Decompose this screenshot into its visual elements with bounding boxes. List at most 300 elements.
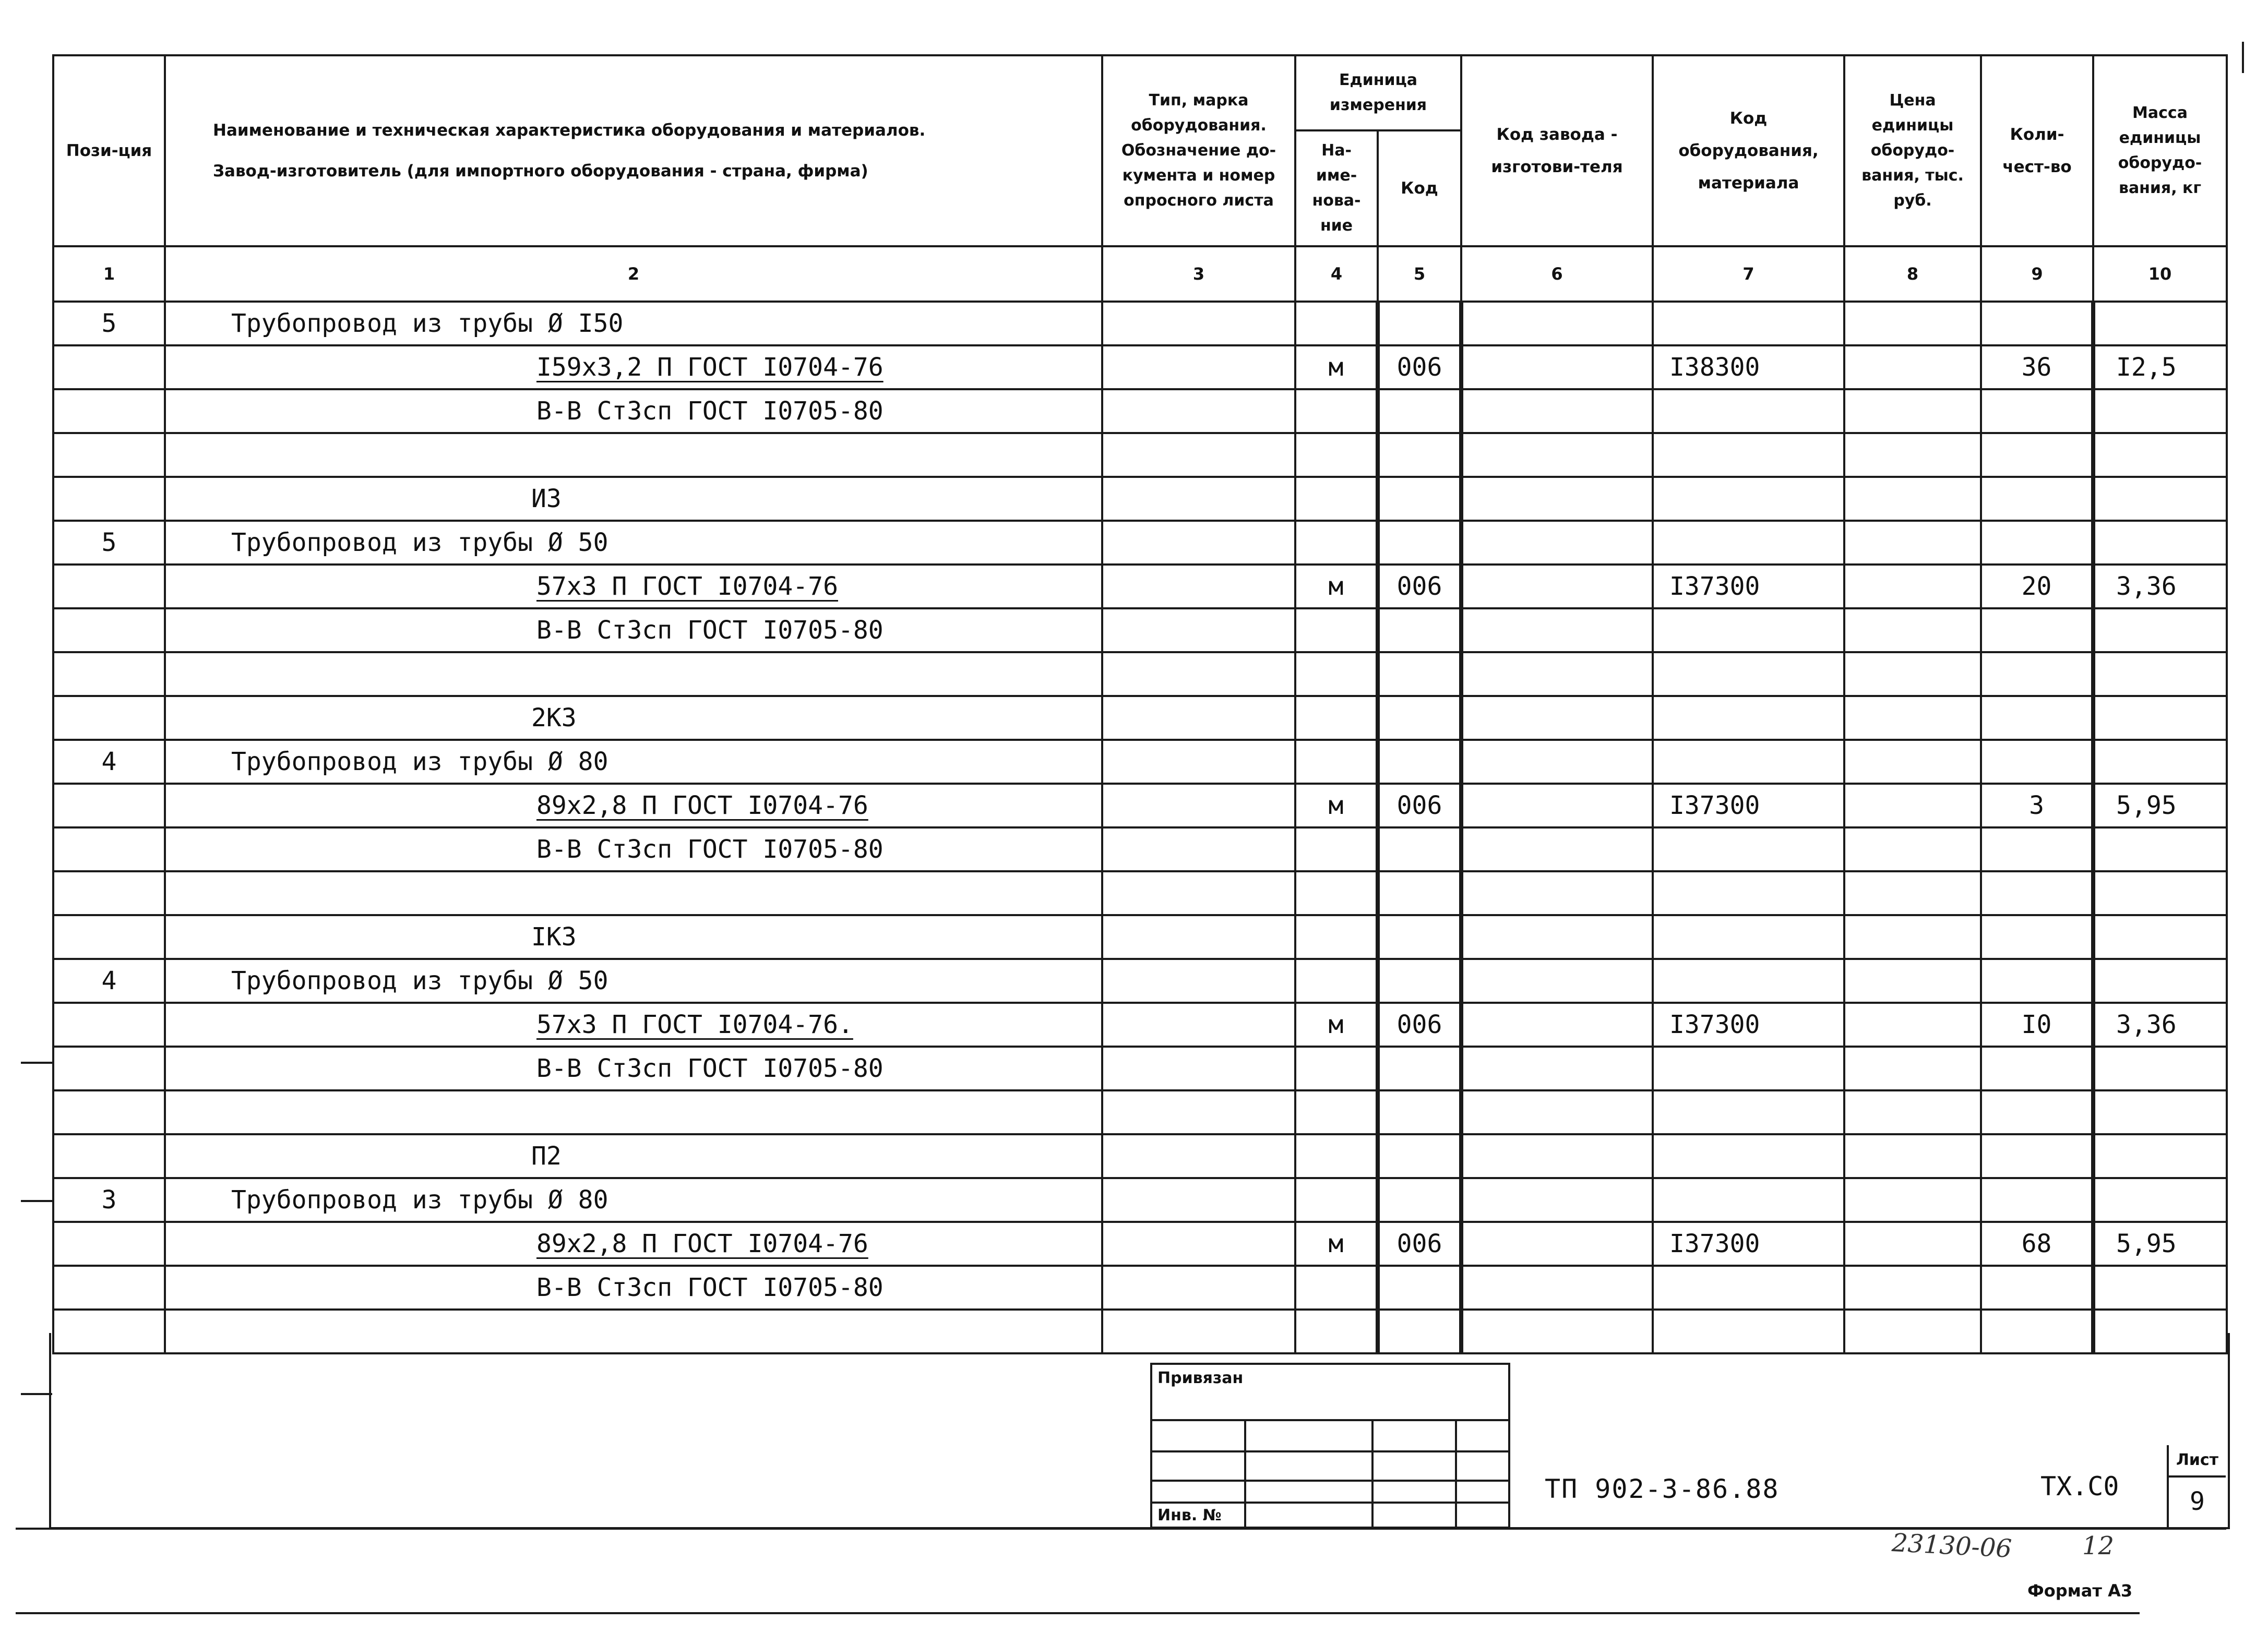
quantity-cell [1981,1090,2093,1134]
column-number: 6 [1461,246,1653,302]
column-number: 9 [1981,246,2093,302]
quantity-cell [1981,827,2093,871]
column-number: 5 [1378,246,1461,302]
unit-code-cell: 006 [1378,1003,1461,1047]
quantity-cell [1981,696,2093,740]
material-code-cell [1653,1266,1844,1310]
price-cell [1844,1222,1981,1266]
unit-code-cell: 006 [1378,345,1461,389]
position-cell [53,345,165,389]
mass-cell [2093,302,2227,345]
table-row [53,959,2227,1003]
name-cell: Трубопровод из трубы Ø 50 [165,521,1102,565]
header-unit-name: На-име-нова-ние [1295,130,1378,246]
quantity-cell: 68 [1981,1222,2093,1266]
header-quantity: Коли-чест-во [1981,55,2093,246]
quantity-cell [1981,433,2093,477]
factory-code-cell [1461,1178,1653,1222]
table-row [53,1090,2227,1134]
table-row [53,1003,2227,1047]
unit-cell [1295,827,1378,871]
unit-cell [1295,521,1378,565]
factory-code-cell [1461,521,1653,565]
unit-cell [1295,477,1378,521]
mass-cell [2093,1090,2227,1134]
unit-code-cell [1378,871,1461,915]
factory-code-cell [1461,1134,1653,1178]
price-cell [1844,915,1981,959]
unit-code-cell [1378,608,1461,652]
factory-code-cell [1461,784,1653,827]
mass-cell [2093,740,2227,784]
factory-code-cell [1461,433,1653,477]
inventory-page: 12 [2082,1531,2115,1560]
unit-code-cell [1378,521,1461,565]
margin-tick [21,1393,52,1395]
type-cell [1102,521,1295,565]
unit-cell: м [1295,1222,1378,1266]
material-code-cell [1653,827,1844,871]
position-cell: 4 [53,959,165,1003]
type-cell [1102,784,1295,827]
unit-code-cell [1378,740,1461,784]
sheet-number-box [2167,1445,2226,1529]
unit-code-cell [1378,1178,1461,1222]
quantity-cell [1981,915,2093,959]
column-number: 7 [1653,246,1844,302]
quantity-cell [1981,389,2093,433]
mass-cell [2093,1134,2227,1178]
position-cell [53,1266,165,1310]
specification-table [52,54,2228,1354]
type-cell [1102,433,1295,477]
price-cell [1844,959,1981,1003]
mass-cell [2093,477,2227,521]
pipe-size-label: 57x3 П ГОСТ I0704-76. [536,1010,853,1039]
quantity-cell [1981,302,2093,345]
attached-stamp [1150,1363,1510,1529]
edge-mark [2242,42,2244,73]
quantity-cell [1981,1047,2093,1090]
table-row [53,345,2227,389]
column-number: 1 [53,246,165,302]
price-cell [1844,740,1981,784]
stamp-divider [1371,1421,1374,1527]
position-cell [53,565,165,608]
factory-code-cell [1461,696,1653,740]
mass-cell: 3,36 [2093,565,2227,608]
unit-code-cell [1378,959,1461,1003]
type-cell [1102,389,1295,433]
factory-code-cell [1461,959,1653,1003]
type-cell [1102,827,1295,871]
name-cell: Трубопровод из трубы Ø 80 [165,740,1102,784]
factory-code-cell [1461,565,1653,608]
position-cell: 5 [53,302,165,345]
position-cell: 5 [53,521,165,565]
document-code: ТП 902-3-86.88 [1545,1474,1780,1504]
column-number: 2 [165,246,1102,302]
factory-code-cell [1461,302,1653,345]
table-row [53,433,2227,477]
position-cell [53,696,165,740]
inventory-number: 23130-06 [1891,1528,2013,1564]
mass-cell: 5,95 [2093,784,2227,827]
table-row [53,827,2227,871]
type-cell [1102,959,1295,1003]
material-code-cell [1653,389,1844,433]
price-cell [1844,827,1981,871]
unit-code-cell [1378,827,1461,871]
price-cell [1844,1003,1981,1047]
position-cell [53,784,165,827]
position-cell [53,433,165,477]
table-row [53,652,2227,696]
factory-code-cell [1461,1003,1653,1047]
header-type: Тип, марка оборудования. Обозначение до-кумента и номер опросного листа [1102,55,1295,246]
mass-cell [2093,521,2227,565]
price-cell [1844,302,1981,345]
mass-cell [2093,608,2227,652]
position-cell: 4 [53,740,165,784]
material-code-cell [1653,1047,1844,1090]
unit-cell [1295,959,1378,1003]
table-row [53,1222,2227,1266]
unit-code-cell [1378,1134,1461,1178]
table-row [53,1178,2227,1222]
quantity-cell [1981,740,2093,784]
unit-cell [1295,1134,1378,1178]
stamp-divider [1244,1421,1246,1527]
header-name [165,55,1102,246]
unit-code-cell [1378,696,1461,740]
factory-code-cell [1461,477,1653,521]
price-cell [1844,345,1981,389]
material-code-cell [1653,740,1844,784]
table-row [53,389,2227,433]
position-cell [53,477,165,521]
mass-cell [2093,915,2227,959]
table-row [53,565,2227,608]
unit-code-cell: 006 [1378,565,1461,608]
position-cell [53,608,165,652]
name-cell: Трубопровод из трубы Ø 50 [165,959,1102,1003]
pipe-size-label: I59x3,2 П ГОСТ I0704-76 [536,353,884,382]
unit-code-cell [1378,477,1461,521]
name-cell: И3 [165,477,1102,521]
table-row [53,1266,2227,1310]
material-code-cell: I37300 [1653,784,1844,827]
header-material-code: Код оборудования, материала [1653,55,1844,246]
table-row [53,608,2227,652]
factory-code-cell [1461,389,1653,433]
material-code-cell [1653,521,1844,565]
specification-body [53,302,2227,1353]
unit-cell [1295,389,1378,433]
material-code-cell [1653,871,1844,915]
unit-cell [1295,915,1378,959]
name-cell: В-В Ст3сп ГОСТ I0705-80 [165,389,1102,433]
factory-code-cell [1461,1047,1653,1090]
table-row [53,1134,2227,1178]
table-row [53,1047,2227,1090]
type-cell [1102,871,1295,915]
unit-code-cell [1378,1047,1461,1090]
unit-code-cell [1378,1266,1461,1310]
sheet-bottom-line [16,1612,2140,1614]
material-code-cell [1653,696,1844,740]
attached-label: Привязан [1157,1369,1244,1387]
unit-cell: м [1295,784,1378,827]
price-cell [1844,565,1981,608]
unit-code-cell [1378,433,1461,477]
mass-cell: I2,5 [2093,345,2227,389]
quantity-cell: I0 [1981,1003,2093,1047]
unit-code-cell [1378,652,1461,696]
table-row [53,302,2227,345]
unit-code-cell [1378,389,1461,433]
table-row [53,784,2227,827]
type-cell [1102,345,1295,389]
price-cell [1844,1266,1981,1310]
price-cell [1844,1178,1981,1222]
position-cell [53,389,165,433]
mass-cell: 5,95 [2093,1222,2227,1266]
material-code-cell [1653,477,1844,521]
position-cell [53,1003,165,1047]
mass-cell [2093,827,2227,871]
type-cell [1102,1090,1295,1134]
unit-cell: м [1295,565,1378,608]
type-cell [1102,915,1295,959]
name-cell: П2 [165,1134,1102,1178]
material-code-cell [1653,608,1844,652]
type-cell [1102,696,1295,740]
type-cell [1102,302,1295,345]
mass-cell [2093,871,2227,915]
header-mass: Масса единицы оборудо-вания, кг [2093,55,2227,246]
pipe-size-label: 89x2,8 П ГОСТ I0704-76 [536,1229,868,1258]
header-unit-group: Единица измерения [1295,55,1461,130]
name-cell [165,433,1102,477]
price-cell [1844,696,1981,740]
type-cell [1102,1134,1295,1178]
header-price: Цена единицы оборудо-вания, тыс. руб. [1844,55,1981,246]
name-cell: Трубопровод из трубы Ø I50 [165,302,1102,345]
factory-code-cell [1461,1266,1653,1310]
quantity-cell [1981,1134,2093,1178]
mass-cell [2093,389,2227,433]
unit-cell [1295,696,1378,740]
factory-code-cell [1461,652,1653,696]
type-cell [1102,652,1295,696]
column-number-row [53,246,2227,302]
sheet-label: Лист [2169,1445,2226,1478]
position-cell [53,1090,165,1134]
inventory-label: Инв. № [1157,1506,1222,1524]
price-cell [1844,1047,1981,1090]
mass-cell [2093,696,2227,740]
mass-cell [2093,1178,2227,1222]
factory-code-cell [1461,871,1653,915]
position-cell [53,1134,165,1178]
pipe-size-label: 57x3 П ГОСТ I0704-76 [536,572,838,601]
table-row [53,521,2227,565]
position-cell: 3 [53,1178,165,1222]
name-cell: 2К3 [165,696,1102,740]
name-cell: В-В Ст3сп ГОСТ I0705-80 [165,827,1102,871]
title-block-frame [49,1333,2230,1529]
unit-cell [1295,608,1378,652]
material-code-cell [1653,915,1844,959]
name-cell: В-В Ст3сп ГОСТ I0705-80 [165,1266,1102,1310]
name-cell [165,871,1102,915]
price-cell [1844,477,1981,521]
type-cell [1102,1003,1295,1047]
name-cell [165,652,1102,696]
material-code-cell [1653,433,1844,477]
header-factory-code: Код завода - изготови-теля [1461,55,1653,246]
pipe-size-label: 89x2,8 П ГОСТ I0704-76 [536,791,868,820]
material-code-cell: I37300 [1653,565,1844,608]
name-cell: В-В Ст3сп ГОСТ I0705-80 [165,608,1102,652]
quantity-cell [1981,1178,2093,1222]
price-cell [1844,433,1981,477]
price-cell [1844,1090,1981,1134]
price-cell [1844,521,1981,565]
material-code-cell: I37300 [1653,1003,1844,1047]
header-unit-code: Код [1378,130,1461,246]
factory-code-cell [1461,827,1653,871]
unit-code-cell [1378,915,1461,959]
material-code-cell [1653,1178,1844,1222]
unit-cell [1295,1178,1378,1222]
price-cell [1844,871,1981,915]
table-row [53,696,2227,740]
price-cell [1844,652,1981,696]
unit-cell [1295,652,1378,696]
material-code-cell: I37300 [1653,1222,1844,1266]
type-cell [1102,1222,1295,1266]
price-cell [1844,608,1981,652]
material-code-cell: I38300 [1653,345,1844,389]
unit-code-cell: 006 [1378,784,1461,827]
unit-code-cell: 006 [1378,1222,1461,1266]
type-cell [1102,1047,1295,1090]
unit-cell: м [1295,1003,1378,1047]
column-number: 8 [1844,246,1981,302]
mass-cell [2093,433,2227,477]
type-cell [1102,608,1295,652]
factory-code-cell [1461,1222,1653,1266]
unit-cell [1295,433,1378,477]
name-cell: Трубопровод из трубы Ø 80 [165,1178,1102,1222]
name-cell: В-В Ст3сп ГОСТ I0705-80 [165,1047,1102,1090]
type-cell [1102,565,1295,608]
unit-cell [1295,1266,1378,1310]
table-row [53,871,2227,915]
quantity-cell [1981,608,2093,652]
factory-code-cell [1461,915,1653,959]
unit-cell [1295,1090,1378,1134]
header-name-line2: Завод-изготовитель (для импортного оборудования - страна, фирма) [213,162,868,181]
price-cell [1844,1134,1981,1178]
name-cell [165,1090,1102,1134]
stamp-divider [1455,1421,1457,1527]
quantity-cell [1981,871,2093,915]
unit-cell [1295,1047,1378,1090]
quantity-cell: 20 [1981,565,2093,608]
margin-tick [21,1062,52,1064]
column-number: 4 [1295,246,1378,302]
quantity-cell [1981,477,2093,521]
mass-cell [2093,652,2227,696]
name-cell: IК3 [165,915,1102,959]
column-number: 10 [2093,246,2227,302]
unit-code-cell [1378,302,1461,345]
factory-code-cell [1461,345,1653,389]
position-cell [53,1222,165,1266]
factory-code-cell [1461,740,1653,784]
type-cell [1102,477,1295,521]
quantity-cell: 3 [1981,784,2093,827]
unit-cell [1295,871,1378,915]
column-number: 3 [1102,246,1295,302]
name-cell [165,1222,1102,1266]
name-cell [165,784,1102,827]
table-row [53,915,2227,959]
material-code-cell [1653,652,1844,696]
sheet-number: 9 [2190,1487,2205,1516]
material-code-cell [1653,959,1844,1003]
position-cell [53,915,165,959]
quantity-cell [1981,959,2093,1003]
document-mark: ТХ.С0 [2040,1471,2119,1502]
type-cell [1102,1178,1295,1222]
name-cell [165,565,1102,608]
format-label: Формат А3 [2027,1581,2133,1601]
type-cell [1102,740,1295,784]
margin-tick [21,1200,52,1202]
position-cell [53,652,165,696]
position-cell [53,827,165,871]
mass-cell: 3,36 [2093,1003,2227,1047]
header-position: Пози-ция [53,55,165,246]
price-cell [1844,389,1981,433]
unit-cell [1295,740,1378,784]
unit-cell: м [1295,345,1378,389]
factory-code-cell [1461,1090,1653,1134]
unit-code-cell [1378,1090,1461,1134]
mass-cell [2093,1047,2227,1090]
price-cell [1844,784,1981,827]
quantity-cell: 36 [1981,345,2093,389]
position-cell [53,1047,165,1090]
table-row [53,477,2227,521]
mass-cell [2093,959,2227,1003]
unit-cell [1295,302,1378,345]
name-cell [165,1003,1102,1047]
type-cell [1102,1266,1295,1310]
mass-cell [2093,1266,2227,1310]
quantity-cell [1981,652,2093,696]
position-cell [53,871,165,915]
quantity-cell [1981,521,2093,565]
name-cell [165,345,1102,389]
quantity-cell [1981,1266,2093,1310]
material-code-cell [1653,1134,1844,1178]
material-code-cell [1653,302,1844,345]
